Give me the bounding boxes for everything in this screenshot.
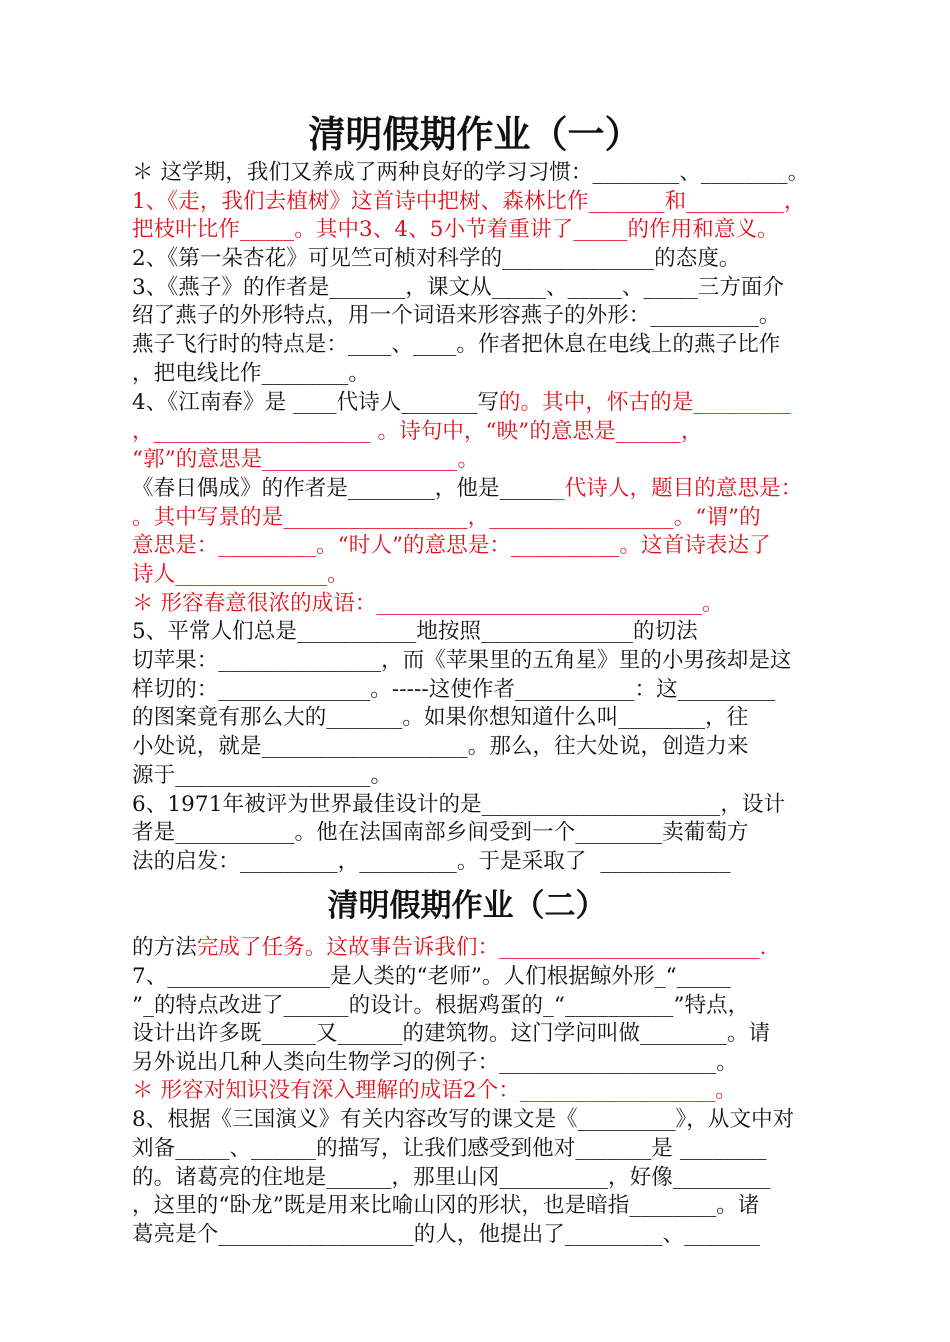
worksheet-line: ，这里的“卧龙”既是用来比喻山冈的形状，也是暗指________。诸 <box>132 1193 760 1218</box>
worksheet-title-part-1: 清明假期作业（一） <box>308 112 642 156</box>
worksheet-line: 者是___________。他在法国南部乡间受到一个________卖葡萄方 <box>132 820 749 845</box>
worksheet-line <box>132 385 880 416</box>
worksheet-line: 6、1971年被评为世界最佳设计的是______________________，设计 <box>132 792 786 817</box>
worksheet-line: 源于__________________。 <box>132 763 393 788</box>
worksheet-line-red-part: _代诗人，题目的意思是： <box>553 476 803 501</box>
worksheet-line: ”_的特点改进了______的设计。根据鸡蛋的_“__________”特点， <box>132 993 750 1018</box>
worksheet-line: 把枝叶比作_____。其中3、4、5小节着重讲了_____的作用和意义。 <box>132 217 779 242</box>
worksheet-line: 样切的：______________。-----这使作者___________：这_________ <box>132 677 776 702</box>
worksheet-line-black-part: 4、《江南春》是 ____代诗人_______写 <box>132 390 499 415</box>
worksheet-title-part-2: 清明假期作业（二） <box>327 888 607 924</box>
worksheet-line: 刘备_____、______的描写，让我们感受到他对_______是 ________ <box>132 1136 767 1161</box>
worksheet-line: 3、《燕子》的作者是_______，课文从_____、_____、_____三方面介 <box>132 275 785 300</box>
worksheet-line: 诗人______________。 <box>132 562 349 587</box>
worksheet-line: 法的启发：_________，_________。于是采取了 ____________ <box>132 849 731 874</box>
worksheet-line: “郭”的意思是__________________。 <box>132 447 480 472</box>
worksheet-line: 的图案竟有那么大的_______。如果你想知道什么叫________，往 <box>132 705 749 730</box>
worksheet-line: ＊ 形容春意很浓的成语：______________________________。 <box>132 591 724 616</box>
worksheet-line <box>132 930 880 961</box>
worksheet-line <box>132 471 880 502</box>
worksheet-line: ，把电线比作________。 <box>132 361 371 386</box>
worksheet-line: ＊ 形容对知识没有深入理解的成语2个：__________________。 <box>132 1078 737 1103</box>
worksheet-line: 的。诸葛亮的住地是______，那里山冈__________，好像_________ <box>132 1165 771 1190</box>
worksheet-line: 2、《第一朵杏花》可见竺可桢对科学的______________的态度。 <box>132 246 741 271</box>
worksheet-line: 。其中写景的是_________________，_________________。“谓”的 <box>132 505 761 530</box>
worksheet-line: 1、《走，我们去植树》这首诗中把树、森林比作_______和_________， <box>132 189 806 214</box>
worksheet-line: 切苹果：_______________，而《苹果里的五角星》里的小男孩却是这 <box>132 648 792 673</box>
worksheet-line-red-part: 完成了任务。这故事告诉我们：________________________. <box>196 935 767 960</box>
worksheet-line: 5、平常人们总是___________地按照______________的切法 <box>132 619 698 644</box>
worksheet-line: 燕子飞行时的特点是：____、____。作者把休息在电线上的燕子比作 <box>132 332 781 357</box>
worksheet-line: 7、_______________是人类的“老师”。人们根据鲸外形_“_____ <box>132 964 731 989</box>
worksheet-line: ，____________________ 。诗句中，“映”的意思是______， <box>132 419 703 444</box>
worksheet-line-red-part: 的。其中，怀古的是_________ <box>498 390 791 415</box>
worksheet-line: 设计出许多既_____又______的建筑物。这门学问叫做________。请 <box>132 1021 771 1046</box>
worksheet-line: 另外说出几种人类向生物学习的例子：____________________。 <box>132 1050 738 1075</box>
worksheet-line: 葛亮是个__________________的人，他提出了_________、_______ <box>132 1222 761 1247</box>
worksheet-line: 8、根据《三国演义》有关内容改写的课文是《_________》，从文中对 <box>132 1107 795 1132</box>
worksheet-line: ＊ 这学期，我们又养成了两种良好的学习习惯：________、________。 <box>132 160 810 185</box>
worksheet-line: 意思是：_________。“时人”的意思是：__________。这首诗表达了 <box>132 533 771 558</box>
worksheet-line-black-part: 的方法 <box>132 935 197 960</box>
worksheet-line: 绍了燕子的外形特点，用一个词语来形容燕子的外形：__________。 <box>132 303 781 328</box>
worksheet-line: 小处说，就是___________________。那么，往大处说，创造力来 <box>132 734 749 759</box>
worksheet-line-black-part: 《春日偶成》的作者是________，他是_____ <box>132 476 554 501</box>
